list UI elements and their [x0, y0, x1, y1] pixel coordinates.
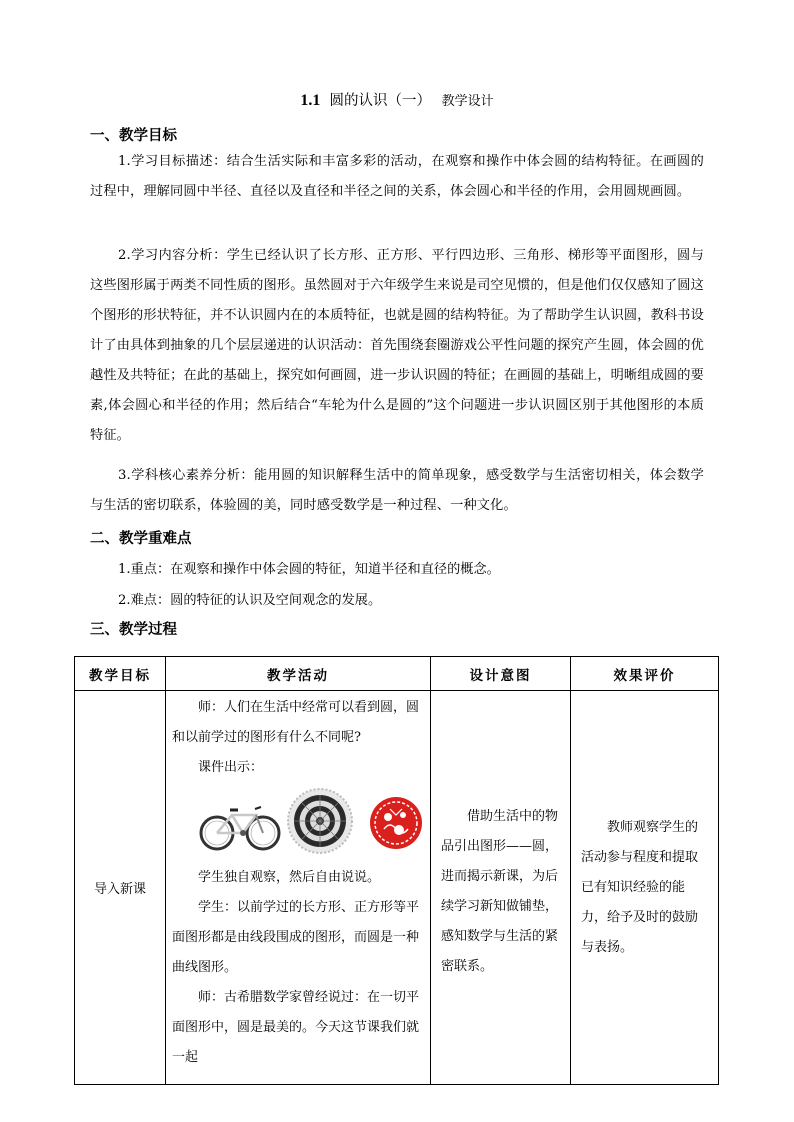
- document-title: [0, 89, 794, 110]
- courseware-images: [172, 785, 424, 859]
- activity-text-4: 学生：以前学过的长方形、正方形等平面图形都是由线段围成的图形，而圆是一种曲线图形。: [172, 900, 420, 975]
- activity-text-3: 学生独自观察，然后自由说说。: [198, 870, 381, 885]
- heading-goals: 一、教学目标: [90, 128, 177, 144]
- row-goal: 导入新课: [75, 691, 166, 1085]
- dartboard-image: [288, 789, 352, 853]
- header-goal: 教学目标: [75, 657, 166, 691]
- activity-text-2: 课件出示：: [198, 760, 264, 775]
- heading-process: 三、教学过程: [90, 622, 177, 638]
- header-evaluation: 效果评价: [571, 657, 719, 691]
- activity-text-5: 师：古希腊数学家曾经说过：在一切平面图形中，圆是最美的。今天这节课我们就一起: [172, 990, 420, 1065]
- goals-paragraph-3: 3.学科核心素养分析：能用圆的知识解释生活中的简单现象，感受数学与生活密切相关，体会数学与生活的密切联系，体验圆的美，同时感受数学是一种过程、一种文化。: [90, 468, 704, 513]
- goals-paragraph-1: 1.学习目标描述：结合生活实际和丰富多彩的活动，在观察和操作中体会圆的结构特征。在画圆的过程中，理解同圆中半径、直径以及直径和半径之间的关系，体会圆心和半径的作用，会用圆规画圆。: [90, 154, 704, 199]
- row-intent: [431, 691, 571, 1085]
- evaluation-text: 教师观察学生的活动参与程度和提取已有知识经验的能力，给予及时的鼓励与表扬。: [581, 819, 699, 955]
- row-evaluation: [571, 691, 719, 1085]
- bicycle-image: [201, 807, 279, 849]
- header-intent: 设计意图: [431, 657, 571, 691]
- process-table: [74, 656, 719, 1085]
- goals-paragraph-2: 2.学习内容分析：学生已经认识了长方形、正方形、平行四边形、三角形、梯形等平面图形，圆与这些图形属于两类不同性质的图形。虽然圆对于六年级学生来说是司空见惯的，但是他们仅仅感知了圆这个图形的形状特征，并不认识圆内在的本质特征，也就是圆的结构特征。为了帮助学生认识圆，教科书设计了由具体到抽象的几个层层递进的认识活动：首先围绕套圈游戏公平性问题的探究产生圆，体会圆的优越性及共特征；在此的基础上，探究如何画圆，进一步认识圆的特征；在画圆的基础上，明晰组成圆的要素,体会圆心和半径的作用；然后结合“车轮为什么是圆的”这个问题进一步认识圆区别于其他图形的本质特征。: [90, 248, 704, 443]
- title-sub: 教学设计: [441, 94, 494, 109]
- intent-text: 借助生活中的物品引出图形——圆，进而揭示新课，为后续学习新知做铺垫，感知数学与生活的紧密联系。: [441, 808, 559, 974]
- courseware-illustrations: [172, 785, 425, 859]
- title-number: 1.1: [300, 92, 321, 109]
- row-activity: [166, 691, 431, 1085]
- title-main: 圆的认识（一）: [329, 93, 432, 109]
- table-header-row: [75, 657, 719, 691]
- key-point-1: 1.重点：在观察和操作中体会圆的特征，知道半径和直径的概念。: [118, 562, 500, 577]
- activity-text-1: 师：人们在生活中经常可以看到圆，圆和以前学过的图形有什么不同呢?: [172, 700, 420, 745]
- paper-cut-image: [370, 797, 422, 849]
- heading-key-points: 二、教学重难点: [90, 531, 192, 547]
- table-row: [75, 691, 719, 1085]
- header-activity: 教学活动: [166, 657, 431, 691]
- key-point-2: 2.难点：圆的特征的认识及空间观念的发展。: [118, 593, 382, 608]
